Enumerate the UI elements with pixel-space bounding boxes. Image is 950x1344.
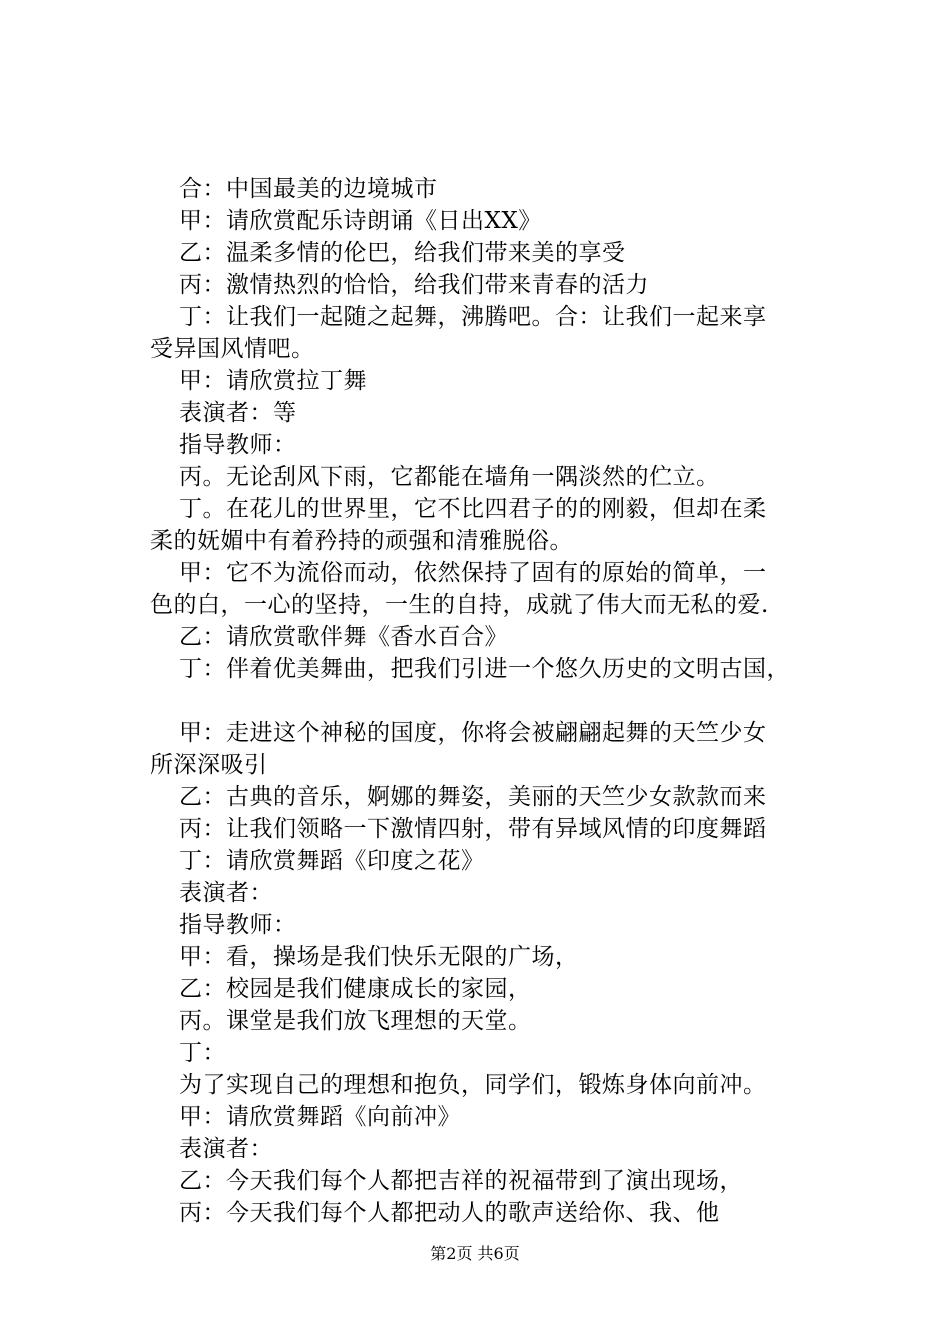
text-line: 丙。无论刮风下雨，它都能在墙角一隅淡然的伫立。 (179, 464, 720, 490)
text-line: 表演者：等 (179, 400, 297, 426)
text-line: 指导教师： (179, 912, 297, 938)
text-line: 丁。在花儿的世界里，它不比四君子的的刚毅，但却在柔 (179, 496, 767, 522)
text-line: 甲：请欣赏配乐诗朗诵《日出XX》 (179, 208, 542, 234)
text-line: 丙：今天我们每个人都把动人的歌声送给你、我、他 (179, 1200, 720, 1226)
text-line: 乙：校园是我们健康成长的家园， (179, 976, 532, 1002)
text-line: 丁：请欣赏舞蹈《印度之花》 (179, 848, 485, 874)
text-line: 丙：让我们领略一下激情四射，带有异域风情的印度舞蹈 (179, 816, 767, 842)
text-line: 乙：古典的音乐，婀娜的舞姿，美丽的天竺少女款款而来 (179, 784, 767, 810)
text-line: 乙：温柔多情的伦巴，给我们带来美的享受 (179, 240, 626, 266)
text-line: 乙：请欣赏歌伴舞《香水百合》 (179, 624, 508, 650)
text-line: 为了实现自己的理想和抱负，同学们，锻炼身体向前冲。 (179, 1072, 767, 1098)
text-line: 乙：今天我们每个人都把吉祥的祝福带到了演出现场， (179, 1168, 743, 1194)
text-line: 甲：走进这个神秘的国度，你将会被翩翩起舞的天竺少女 (179, 720, 767, 746)
text-line: 甲：看，操场是我们快乐无限的广场， (179, 944, 579, 970)
text-line: 丙：激情热烈的恰恰，给我们带来青春的活力 (179, 272, 649, 298)
text-line: 柔的妩媚中有着矜持的顽强和清雅脱俗。 (150, 528, 573, 554)
text-line: 丁：让我们一起随之起舞，沸腾吧。合：让我们一起来享 (179, 304, 767, 330)
text-line: 表演者： (179, 880, 273, 906)
text-line: 所深深吸引 (150, 752, 268, 778)
text-line: 甲：请欣赏舞蹈《向前冲》 (179, 1104, 461, 1130)
blank-line (150, 685, 840, 717)
text-line: 丁： (179, 1040, 226, 1066)
text-line: 丙。课堂是我们放飞理想的天堂。 (179, 1008, 532, 1034)
text-line: 丁：伴着优美舞曲，把我们引进一个悠久历史的文明古国， (179, 656, 790, 682)
text-line: 合：中国最美的边境城市 (179, 176, 438, 202)
document-body (150, 173, 840, 1229)
text-line: 甲：它不为流俗而动，依然保持了固有的原始的简单，一 (179, 560, 767, 586)
text-line: 甲：请欣赏拉丁舞 (179, 368, 367, 394)
page-footer: 第2页 共6页 (430, 1244, 520, 1263)
text-line: 表演者： (179, 1136, 273, 1162)
text-line: 色的白，一心的坚持，一生的自持，成就了伟大而无私的爱. (150, 592, 769, 618)
text-line: 指导教师： (179, 432, 297, 458)
text-line: 受异国风情吧。 (150, 336, 315, 362)
